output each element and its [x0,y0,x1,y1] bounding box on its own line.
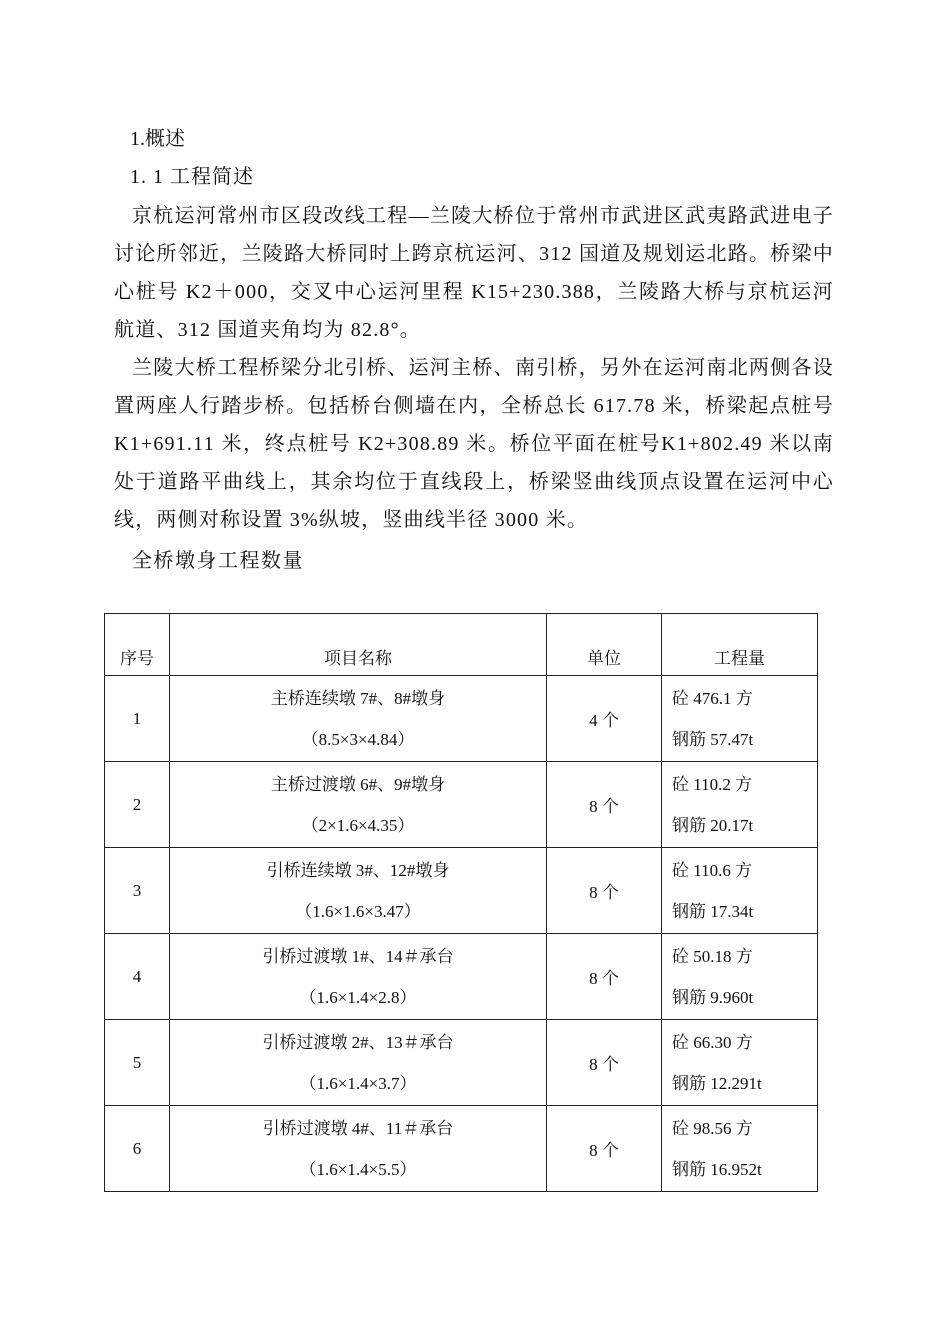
row-unit: 8 个 [547,934,662,1020]
row-name: 主桥连续墩 7#、8#墩身 [270,688,446,708]
table-caption: 全桥墩身工程数量 [132,550,304,572]
header-name: 项目名称 [170,614,547,676]
row-name: 引桥连续墩 3#、12#墩身 [266,860,450,880]
bridge-description-paragraph: 兰陵大桥工程桥梁分北引桥、运河主桥、南引桥，另外在运河南北两侧各设置两座人行踏步桥。包括桥台侧墙在内，全桥总长 617.78 米，桥梁起点桩号 K1+691.11 米，终点桩号 K2+308.89 米。桥位平面在桩号K1+802.49 米以南处于道路平曲线上，其余均位于直线段上，桥梁竖曲线顶点设置在运河中心线，两侧对称设置 3%纵坡，竖曲线半径 3000 米。 [114,357,834,531]
row-name: 引桥过渡墩 2#、13＃承台 [262,1032,454,1052]
row-steel: 钢筋 17.34t [672,901,754,921]
row-concrete: 砼 66.30 方 [672,1032,753,1052]
row-dimensions: （1.6×1.4×5.5） [299,1159,417,1179]
row-no: 6 [105,1106,170,1192]
row-name: 主桥过渡墩 6#、9#墩身 [270,774,446,794]
section-heading: 1.概述 [130,128,185,150]
overview-paragraph: 京杭运河常州市区段改线工程—兰陵大桥位于常州市武进区武夷路武进电子讨论所邻近，兰陵路大桥同时上跨京杭运河、312 国道及规划运北路。桥梁中心桩号 K2＋000，交叉中心运河里程 K15+230.388，兰陵路大桥与京杭运河航道、312 国道夹角均为 82.8°。 [114,205,834,341]
row-steel: 钢筋 57.47t [672,729,754,749]
table-row [105,1020,818,1106]
row-qty-cell [662,676,818,762]
row-concrete: 砼 476.1 方 [672,688,753,708]
row-name-cell [170,762,547,848]
row-steel: 钢筋 9.960t [672,987,754,1007]
row-dimensions: （2×1.6×4.35） [301,815,415,835]
row-concrete: 砼 110.6 方 [672,860,753,880]
subsection-heading: 1. 1 工程简述 [130,166,254,188]
row-unit: 4 个 [547,676,662,762]
row-unit: 8 个 [547,848,662,934]
row-name: 引桥过渡墩 1#、14＃承台 [262,946,454,966]
row-name-cell [170,676,547,762]
row-no: 2 [105,762,170,848]
header-no: 序号 [105,614,170,676]
row-concrete: 砼 98.56 方 [672,1118,753,1138]
row-concrete: 砼 110.2 方 [672,774,753,794]
row-steel: 钢筋 16.952t [672,1159,762,1179]
row-no: 1 [105,676,170,762]
row-steel: 钢筋 12.291t [672,1073,762,1093]
row-unit: 8 个 [547,1106,662,1192]
row-qty-cell [662,1020,818,1106]
row-concrete: 砼 50.18 方 [672,946,753,966]
row-unit: 8 个 [547,762,662,848]
row-name-cell [170,1020,547,1106]
table-row [105,934,818,1020]
row-name: 引桥过渡墩 4#、11＃承台 [262,1118,454,1138]
row-no: 3 [105,848,170,934]
row-no: 5 [105,1020,170,1106]
row-unit: 8 个 [547,1020,662,1106]
table-header-row [105,614,818,676]
row-qty-cell [662,762,818,848]
header-qty: 工程量 [662,614,818,676]
row-qty-cell [662,934,818,1020]
table-row [105,848,818,934]
row-steel: 钢筋 20.17t [672,815,754,835]
row-dimensions: （1.6×1.4×3.7） [299,1073,417,1093]
row-name-cell [170,934,547,1020]
row-dimensions: （8.5×3×4.84） [301,729,415,749]
row-name-cell [170,1106,547,1192]
row-qty-cell [662,848,818,934]
row-dimensions: （1.6×1.6×3.47） [295,901,421,921]
quantity-table [104,613,818,1192]
row-dimensions: （1.6×1.4×2.8） [299,987,417,1007]
row-no: 4 [105,934,170,1020]
table-row [105,676,818,762]
table-row [105,1106,818,1192]
row-qty-cell [662,1106,818,1192]
header-unit: 单位 [547,614,662,676]
row-name-cell [170,848,547,934]
table-row [105,762,818,848]
